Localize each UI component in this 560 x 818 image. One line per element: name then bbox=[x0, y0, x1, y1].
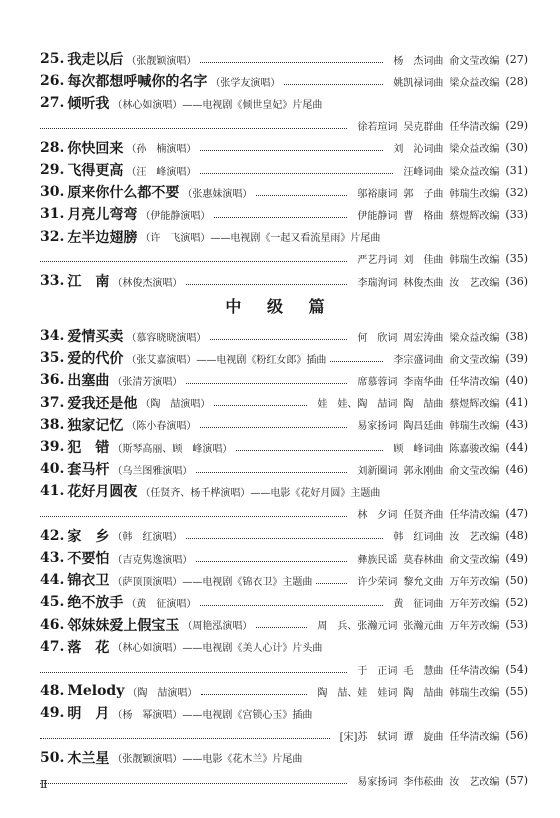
song-title: 木兰星 bbox=[67, 750, 110, 767]
performer-note: （周艳泓演唱） bbox=[182, 621, 253, 633]
credits bbox=[397, 163, 499, 178]
entry-number: 33. bbox=[40, 273, 65, 289]
entry-number: 26. bbox=[40, 73, 65, 90]
credits bbox=[351, 773, 499, 788]
credit: 梁众益改编 bbox=[449, 77, 500, 89]
song-title: 出塞曲 bbox=[67, 373, 110, 390]
credits bbox=[387, 528, 499, 543]
toc-entry bbox=[40, 270, 528, 292]
credits bbox=[334, 728, 500, 743]
credit: 杨 杰词曲 bbox=[393, 55, 444, 67]
entry-number: 44. bbox=[40, 572, 65, 589]
credit: 梁众益改编 bbox=[449, 332, 500, 344]
toc-entry-continuation bbox=[40, 769, 528, 791]
credit: 毛 慧曲 bbox=[403, 665, 444, 677]
performer-note: （杨 幂演唱）——电视剧《宫锁心玉》插曲 bbox=[112, 709, 313, 721]
toc-entry bbox=[40, 70, 528, 92]
song-title: Melody bbox=[67, 683, 125, 700]
credits bbox=[351, 185, 499, 200]
credit: 周 兵、张瀚元词 bbox=[317, 621, 398, 633]
toc-entry bbox=[40, 48, 528, 70]
credit: 刘新圈词 bbox=[357, 465, 398, 477]
credit: 李宗盛词曲 bbox=[393, 354, 444, 366]
credit: 汪峰词曲 bbox=[403, 166, 444, 178]
credits bbox=[387, 440, 499, 455]
credit: 吴克群曲 bbox=[403, 122, 444, 134]
credit: 黎允文曲 bbox=[403, 576, 444, 588]
credit: 陶 喆曲 bbox=[403, 687, 444, 699]
credit: 韩瑞生改编 bbox=[449, 687, 500, 699]
page-number: (46) bbox=[505, 462, 528, 476]
credits bbox=[351, 207, 499, 222]
credits bbox=[387, 52, 499, 67]
entry-number: 40. bbox=[40, 461, 65, 478]
song-title: 锦衣卫 bbox=[67, 573, 110, 590]
performer-note: （慕容晓晓演唱） bbox=[126, 332, 207, 344]
song-title: 花好月圆夜 bbox=[67, 484, 138, 501]
page-number: (50) bbox=[505, 573, 528, 587]
credit: 张瀚元曲 bbox=[403, 621, 444, 633]
page-number: (41) bbox=[505, 396, 528, 410]
entry-number: 35. bbox=[40, 350, 65, 367]
song-title: 独家记忆 bbox=[67, 417, 124, 434]
toc-entry bbox=[40, 92, 528, 114]
performer-note: （陶 喆演唱） bbox=[140, 399, 211, 411]
entry-number: 32. bbox=[40, 228, 65, 245]
dot-leader bbox=[40, 261, 347, 262]
performer-note: （陶 喆演唱） bbox=[127, 687, 198, 699]
credit: 俞文莹改编 bbox=[449, 465, 500, 477]
credits bbox=[311, 395, 499, 410]
song-title: 邻妹妹爱上假宝玉 bbox=[67, 617, 180, 634]
credit: 席慕蓉词 bbox=[357, 376, 398, 388]
credits bbox=[351, 329, 499, 344]
credit: 万年芳改编 bbox=[449, 598, 500, 610]
entry-number: 30. bbox=[40, 184, 65, 201]
credits bbox=[387, 140, 499, 155]
credit: 娃 娃、陶 喆词 bbox=[317, 399, 398, 411]
credit: 陈嘉骏改编 bbox=[449, 443, 500, 455]
performer-note: （张艾嘉演唱）——电视剧《粉红女郎》插曲 bbox=[126, 354, 327, 366]
dot-leader bbox=[196, 472, 347, 473]
credits bbox=[387, 74, 499, 89]
dot-leader bbox=[200, 62, 383, 63]
entry-number: 37. bbox=[40, 394, 65, 411]
entry-number: 46. bbox=[40, 616, 65, 633]
page-number: (55) bbox=[505, 684, 528, 698]
performer-note: （张学友演唱） bbox=[210, 77, 281, 89]
entry-number: 36. bbox=[40, 372, 65, 389]
dot-leader bbox=[236, 450, 383, 451]
entry-number: 43. bbox=[40, 550, 65, 566]
page-number: (54) bbox=[505, 662, 528, 676]
performer-note: （陈小春演唱） bbox=[126, 421, 197, 433]
page-number: (30) bbox=[505, 141, 528, 155]
credit: 李南华曲 bbox=[403, 376, 444, 388]
credit: 俞文莹改编 bbox=[449, 554, 500, 566]
dot-leader bbox=[40, 738, 330, 739]
performer-note: （孙 楠演唱） bbox=[126, 144, 197, 156]
credit: 郭永刚曲 bbox=[403, 465, 444, 477]
toc-entry bbox=[40, 392, 528, 414]
credit: 蔡煜辉改编 bbox=[449, 399, 500, 411]
dot-leader bbox=[40, 128, 347, 129]
performer-note: （伊能静演唱） bbox=[140, 210, 211, 222]
dot-leader bbox=[200, 173, 393, 174]
song-title: 爱情买卖 bbox=[67, 329, 124, 345]
credit: 莫春林曲 bbox=[403, 554, 444, 566]
credits bbox=[351, 573, 499, 588]
performer-note: （黄 征演唱） bbox=[126, 598, 197, 610]
credits bbox=[387, 595, 499, 610]
toc-entry-continuation bbox=[40, 725, 528, 747]
page-number: (53) bbox=[505, 618, 528, 632]
entry-number: 48. bbox=[40, 683, 65, 700]
credit: 汝 艺改编 bbox=[449, 532, 500, 544]
toc-entry bbox=[40, 414, 528, 436]
credit: 任华清改编 bbox=[449, 510, 500, 522]
credit: 曹 格曲 bbox=[403, 210, 444, 222]
page-number: (31) bbox=[505, 163, 528, 177]
performer-note: （张靓颖演唱）——电影《花木兰》片尾曲 bbox=[112, 754, 303, 766]
entry-number: 29. bbox=[40, 162, 65, 178]
song-title: 爱的代价 bbox=[67, 351, 124, 368]
credit: 万年芳改编 bbox=[449, 576, 500, 588]
credits bbox=[351, 417, 499, 432]
credit: 任华清改编 bbox=[449, 732, 500, 744]
credit: 黄 征词曲 bbox=[393, 598, 444, 610]
credit: 万年芳改编 bbox=[449, 621, 500, 633]
dot-leader bbox=[200, 150, 383, 151]
page-number: (36) bbox=[505, 274, 528, 288]
performer-note: （张清芳演唱） bbox=[112, 376, 183, 388]
toc-entry-continuation bbox=[40, 658, 528, 680]
entry-number: 50. bbox=[40, 749, 65, 766]
credit: 顾 峰词曲 bbox=[393, 443, 444, 455]
page-number: (40) bbox=[505, 373, 528, 387]
toc-entry bbox=[40, 591, 528, 613]
dot-leader bbox=[210, 339, 347, 340]
page-number: (48) bbox=[505, 529, 528, 543]
song-title: 明 月 bbox=[67, 706, 110, 723]
song-title: 你快回来 bbox=[67, 140, 124, 157]
page-number: (28) bbox=[505, 74, 528, 88]
entry-number: 31. bbox=[40, 206, 65, 223]
credits bbox=[351, 373, 499, 388]
entry-number: 39. bbox=[40, 439, 65, 455]
performer-note: （吉克隽逸演唱） bbox=[112, 554, 193, 566]
credit: 彝族民谣 bbox=[357, 554, 398, 566]
toc-entry bbox=[40, 747, 528, 769]
toc-entry bbox=[40, 547, 528, 569]
dot-leader bbox=[40, 672, 347, 673]
credit: 林 夕词 bbox=[357, 510, 398, 522]
toc-entry bbox=[40, 181, 528, 203]
performer-note: （萨顶顶演唱）——电视剧《锦衣卫》主题曲 bbox=[112, 576, 313, 588]
entry-number: 38. bbox=[40, 416, 65, 433]
dot-leader bbox=[186, 538, 383, 539]
credit: 陶 喆曲 bbox=[403, 399, 444, 411]
dot-leader bbox=[256, 195, 347, 196]
entry-number: 34. bbox=[40, 328, 65, 344]
dot-leader bbox=[200, 605, 383, 606]
toc-entry bbox=[40, 525, 528, 547]
dot-leader bbox=[196, 561, 347, 562]
entry-number: 25. bbox=[40, 51, 65, 67]
credit: 郭 子曲 bbox=[403, 188, 444, 200]
toc-entry bbox=[40, 347, 528, 369]
credit: 俞文莹改编 bbox=[449, 354, 500, 366]
performer-note: （任贤齐、杨千桦演唱）——电影《花好月圆》主题曲 bbox=[140, 487, 381, 499]
credit: 刘 佳曲 bbox=[403, 255, 444, 267]
song-title: 落 花 bbox=[67, 639, 110, 656]
credit: 任华清改编 bbox=[449, 665, 500, 677]
song-title: 犯 错 bbox=[67, 440, 110, 456]
performer-note: （林心如演唱）——电视剧《美人心计》片头曲 bbox=[112, 643, 323, 655]
toc-entry bbox=[40, 614, 528, 636]
credits bbox=[351, 251, 499, 266]
performer-note: （汪 峰演唱） bbox=[126, 166, 197, 178]
entry-number: 47. bbox=[40, 638, 65, 655]
page-number: (57) bbox=[505, 773, 528, 787]
page-number: (49) bbox=[505, 551, 528, 565]
credits bbox=[351, 118, 499, 133]
song-title: 家 乡 bbox=[67, 528, 110, 545]
toc-entry bbox=[40, 680, 528, 702]
credit: 林俊杰曲 bbox=[403, 277, 444, 289]
credit: 周宏涛曲 bbox=[403, 332, 444, 344]
credit: 陶 喆、娃 娃词 bbox=[317, 687, 398, 699]
credits bbox=[351, 274, 499, 289]
dot-leader bbox=[200, 427, 347, 428]
page-number: (38) bbox=[505, 329, 528, 343]
song-title: 江 南 bbox=[67, 274, 110, 290]
credits bbox=[351, 551, 499, 566]
dot-leader bbox=[316, 583, 347, 584]
dot-leader bbox=[201, 694, 307, 695]
performer-note: （乌兰图雅演唱） bbox=[112, 465, 193, 477]
entry-number: 42. bbox=[40, 527, 65, 544]
dot-leader bbox=[256, 627, 307, 628]
credit: 汝 艺改编 bbox=[449, 277, 500, 289]
credit: 易家扬词 bbox=[357, 421, 398, 433]
toc-entry bbox=[40, 702, 528, 724]
dot-leader bbox=[40, 516, 347, 517]
toc-entry bbox=[40, 203, 528, 225]
entry-number: 27. bbox=[40, 95, 65, 112]
toc-entry bbox=[40, 137, 528, 159]
credit: 汝 艺改编 bbox=[449, 776, 500, 788]
performer-note: （许 飞演唱）——电视剧《一起又看流星雨》片尾曲 bbox=[140, 233, 381, 245]
credit: 韩 红词曲 bbox=[393, 532, 444, 544]
credit: 任贤齐曲 bbox=[403, 510, 444, 522]
song-title: 飞得更高 bbox=[67, 163, 124, 179]
credit: 韩瑞生改编 bbox=[449, 255, 500, 267]
toc-entry bbox=[40, 636, 528, 658]
credit: 徐若瑄词 bbox=[357, 122, 398, 134]
credits bbox=[351, 462, 499, 477]
credit: 陶昌廷曲 bbox=[403, 421, 444, 433]
page-number: (52) bbox=[505, 595, 528, 609]
page-number: (47) bbox=[505, 507, 528, 521]
credits bbox=[351, 506, 499, 521]
toc-entry-continuation bbox=[40, 115, 528, 137]
song-title: 我走以后 bbox=[67, 52, 124, 68]
credit: 梁众益改编 bbox=[449, 144, 500, 156]
credit: 韩瑞生改编 bbox=[449, 421, 500, 433]
credit: 梁众益改编 bbox=[449, 166, 500, 178]
page-number: (43) bbox=[505, 418, 528, 432]
dot-leader bbox=[214, 405, 307, 406]
page-number: (32) bbox=[505, 185, 528, 199]
entry-number: 49. bbox=[40, 705, 65, 722]
credit: 于 正词 bbox=[357, 665, 398, 677]
section-heading: 中 级 篇 bbox=[225, 297, 335, 316]
song-title: 月亮儿弯弯 bbox=[67, 207, 138, 224]
page-number: (29) bbox=[505, 119, 528, 133]
performer-note: （张靓颖演唱） bbox=[126, 55, 197, 67]
credits bbox=[311, 617, 499, 632]
credit: 许少荣词 bbox=[357, 576, 398, 588]
page-number: (35) bbox=[505, 252, 528, 266]
credit: 俞文莹改编 bbox=[449, 55, 500, 67]
toc-entry bbox=[40, 159, 528, 181]
performer-note: （林心如演唱）——电视剧《倾世皇妃》片尾曲 bbox=[112, 99, 323, 111]
page-number: (39) bbox=[505, 351, 528, 365]
credit: 蔡煜辉改编 bbox=[449, 210, 500, 222]
page-folio: Ⅱ bbox=[40, 778, 48, 791]
toc-entry bbox=[40, 480, 528, 502]
performer-note: （林俊杰演唱） bbox=[112, 277, 183, 289]
credits bbox=[387, 351, 499, 366]
toc-entry bbox=[40, 458, 528, 480]
song-title: 左半边翅膀 bbox=[67, 229, 138, 246]
toc-entry bbox=[40, 369, 528, 391]
song-title: 绝不放手 bbox=[67, 595, 124, 612]
page-number: (44) bbox=[505, 440, 528, 454]
credit: 韩瑞生改编 bbox=[449, 188, 500, 200]
credit: 任华清改编 bbox=[449, 122, 500, 134]
toc-entry bbox=[40, 436, 528, 458]
credit: 严艺丹词 bbox=[357, 255, 398, 267]
performer-note: （张惠妹演唱） bbox=[182, 188, 253, 200]
dot-leader bbox=[186, 284, 347, 285]
toc-entry bbox=[40, 226, 528, 248]
dot-leader bbox=[40, 783, 347, 784]
credit: [宋]苏 轼词 bbox=[339, 732, 398, 744]
entry-number: 45. bbox=[40, 594, 65, 611]
credit: 李瑞洵词 bbox=[357, 277, 398, 289]
credit: 任华清改编 bbox=[449, 376, 500, 388]
credit: 易家扬词 bbox=[357, 776, 398, 788]
page-number: (27) bbox=[505, 52, 528, 66]
credit: 伊能静词 bbox=[357, 210, 398, 222]
page-number: (56) bbox=[505, 729, 528, 743]
page-number: (33) bbox=[505, 207, 528, 221]
toc-entry-continuation bbox=[40, 503, 528, 525]
entry-number: 28. bbox=[40, 139, 65, 156]
dot-leader bbox=[214, 217, 347, 218]
song-title: 爱我还是他 bbox=[67, 395, 138, 412]
song-title: 套马杆 bbox=[67, 462, 110, 479]
song-title: 倾听我 bbox=[67, 96, 110, 113]
performer-note: （斯琴高丽、顾 峰演唱） bbox=[112, 443, 233, 455]
dot-leader bbox=[330, 361, 383, 362]
credit: 李伟菘曲 bbox=[403, 776, 444, 788]
credit: 谭 旋曲 bbox=[403, 732, 444, 744]
credit: 姚凯禄词曲 bbox=[393, 77, 444, 89]
toc-entry-continuation bbox=[40, 248, 528, 270]
toc-entry bbox=[40, 325, 528, 347]
credit: 邬裕康词 bbox=[357, 188, 398, 200]
toc-entry bbox=[40, 569, 528, 591]
credits bbox=[351, 662, 499, 677]
dot-leader bbox=[186, 383, 347, 384]
credit: 何 欣词 bbox=[357, 332, 398, 344]
credits bbox=[311, 684, 499, 699]
dot-leader bbox=[284, 84, 383, 85]
credit: 刘 沁词曲 bbox=[393, 144, 444, 156]
entry-number: 41. bbox=[40, 483, 65, 500]
song-title: 不要怕 bbox=[67, 551, 110, 567]
song-title: 每次都想呼喊你的名字 bbox=[67, 74, 208, 91]
performer-note: （韩 红演唱） bbox=[112, 532, 183, 544]
song-title: 原来你什么都不要 bbox=[67, 185, 180, 202]
